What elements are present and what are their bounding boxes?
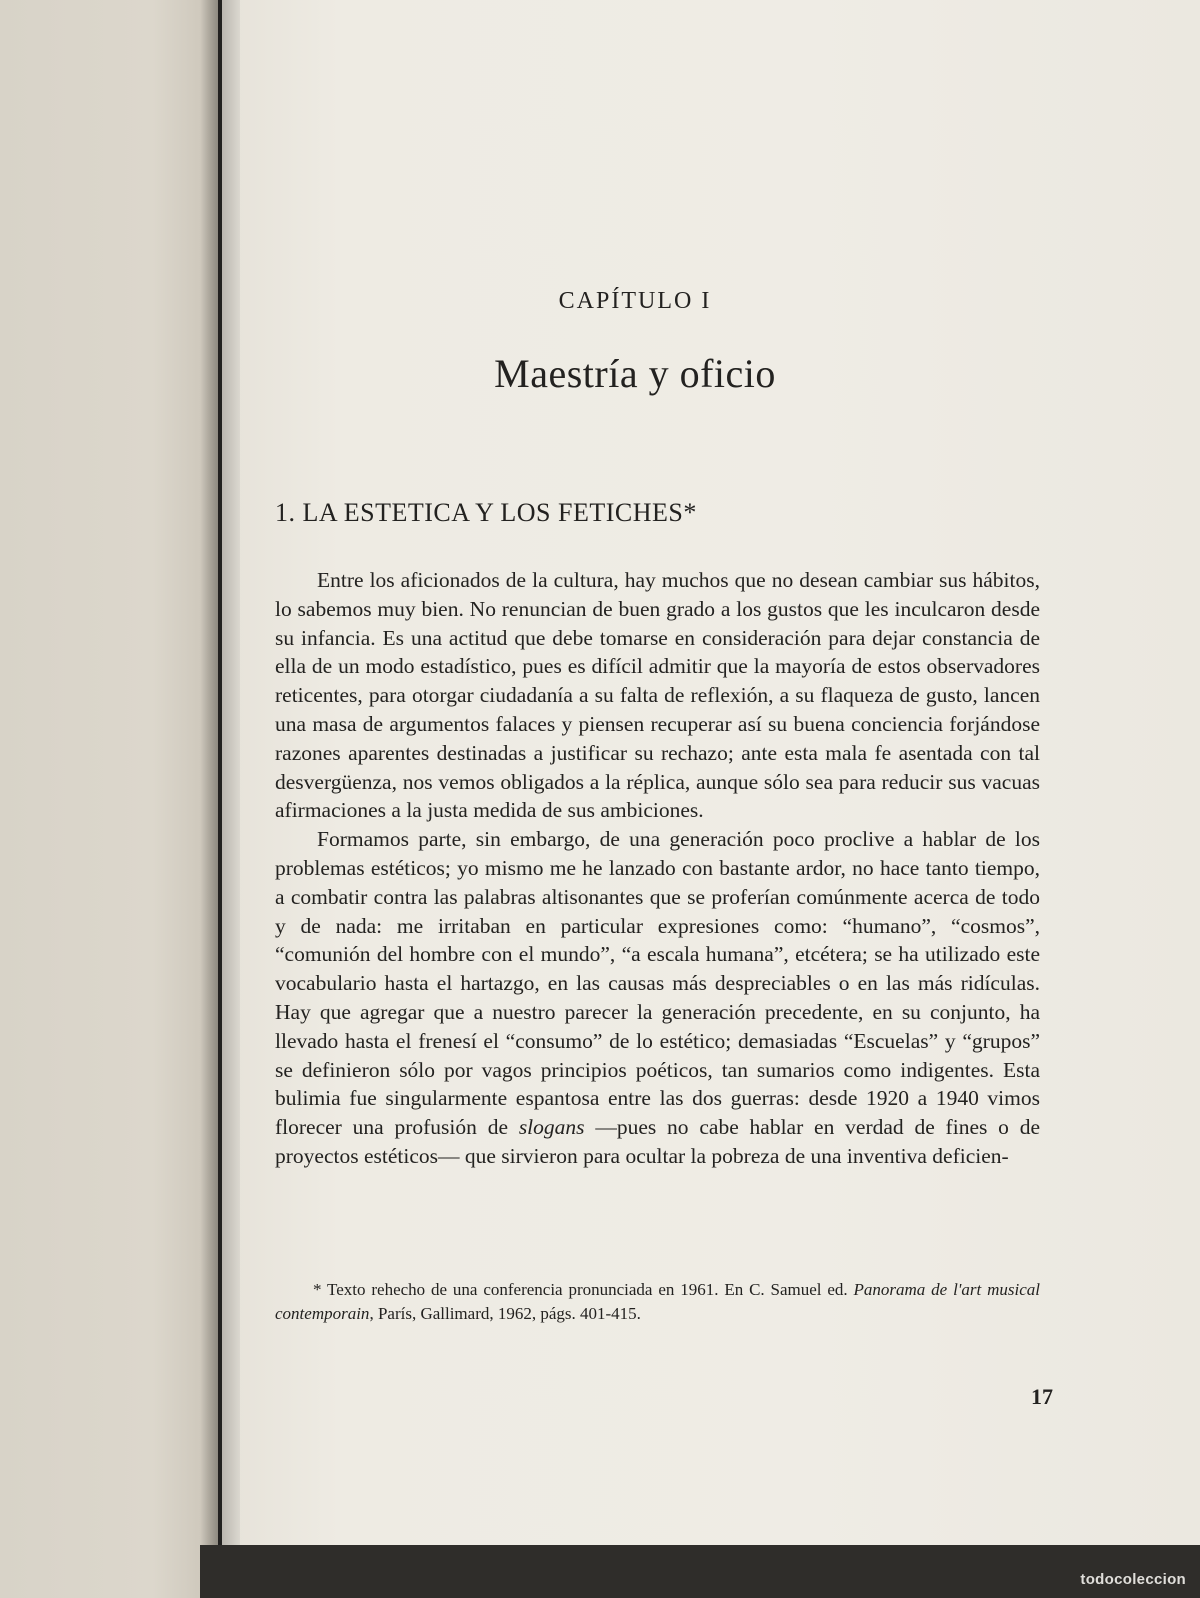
italic-word: slogans <box>518 1115 585 1140</box>
footnote-italic-title: Panorama de l'art musical contemporain <box>275 1280 1041 1323</box>
body-text <box>275 566 1040 1171</box>
left-page <box>0 0 218 1598</box>
paragraph-2-text: Formamos parte, sin embargo, de una generación poco proclive a hablar de los problemas estéticos; yo mismo me he lanzado con bastante ardor, no hace tanto tiempo, a combatir contra las palabras altisonantes que se proferían comúnmente acerca de todo y de nada: me irritaban en particular expresiones como: “humano”, “cosmos”, “comunión del hombre con el mundo”, “a escala humana”, etcétera; se ha utilizado este vocabulario hasta el hartazgo, en las causas más despreciables o en las más ridículas. Hay que agregar que a nuestro parecer la generación precedente, en su conjunto, ha llevado hasta el frenesí el “consumo” de lo estético; demasiadas “Escuelas” y “grupos” se definieron sólo por vagos principios poéticos, tan sumarios como indigentes. Esta bulimia fue singularmente espantosa entre las dos guerras: desde 1920 a 1940 vimos florecer una profusión de <box>275 827 1040 1140</box>
paragraph-1: Entre los aficionados de la cultura, hay muchos que no desean cambiar sus hábitos, lo sabemos muy bien. No renuncian de buen grado a los gustos que les inculcaron desde su infancia. Es una actitud que debe tomarse en consideración para dejar constancia de ella de un modo estadístico, pues es difícil admitir que la mayoría de estos observadores reticentes, para otorgar ciudadanía a su falta de reflexión, a su flaqueza de gusto, lancen una masa de argumentos falaces y piensen recuperar así su buena conciencia forjándose razones aparentes destinadas a justificar su rechazo; ante esta mala fe asentada con tal desvergüenza, nos vemos obligados a la réplica, aunque sólo sea para reducir sus vacuas afirmaciones a la justa medida de sus ambiciones. <box>275 568 1040 823</box>
footnote-marker: * <box>313 1280 322 1299</box>
watermark-logo: todocoleccion <box>1080 1571 1186 1588</box>
paragraph-2 <box>275 825 1040 1171</box>
section-heading: 1. LA ESTETICA Y LOS FETICHES* <box>275 498 697 527</box>
page-number: 17 <box>1031 1384 1053 1409</box>
footnote-text-after: , París, Gallimard, 1962, págs. 401-415. <box>369 1304 641 1323</box>
paragraph-2-continuation: —pues no cabe hablar en verdad de fines o de proyectos estéticos— que sirvieron para ocultar la pobreza de una inventiva deficien- <box>275 1115 1041 1168</box>
chapter-label: CAPÍTULO I <box>558 288 712 314</box>
book-spine-shadow <box>200 0 240 1598</box>
page-bottom-edge <box>200 1545 1200 1598</box>
chapter-title: Maestría y oficio <box>494 351 776 396</box>
footnote <box>275 1278 1040 1326</box>
footnote-text-before: Texto rehecho de una conferencia pronunciada en 1961. En C. Samuel ed. <box>321 1280 854 1299</box>
